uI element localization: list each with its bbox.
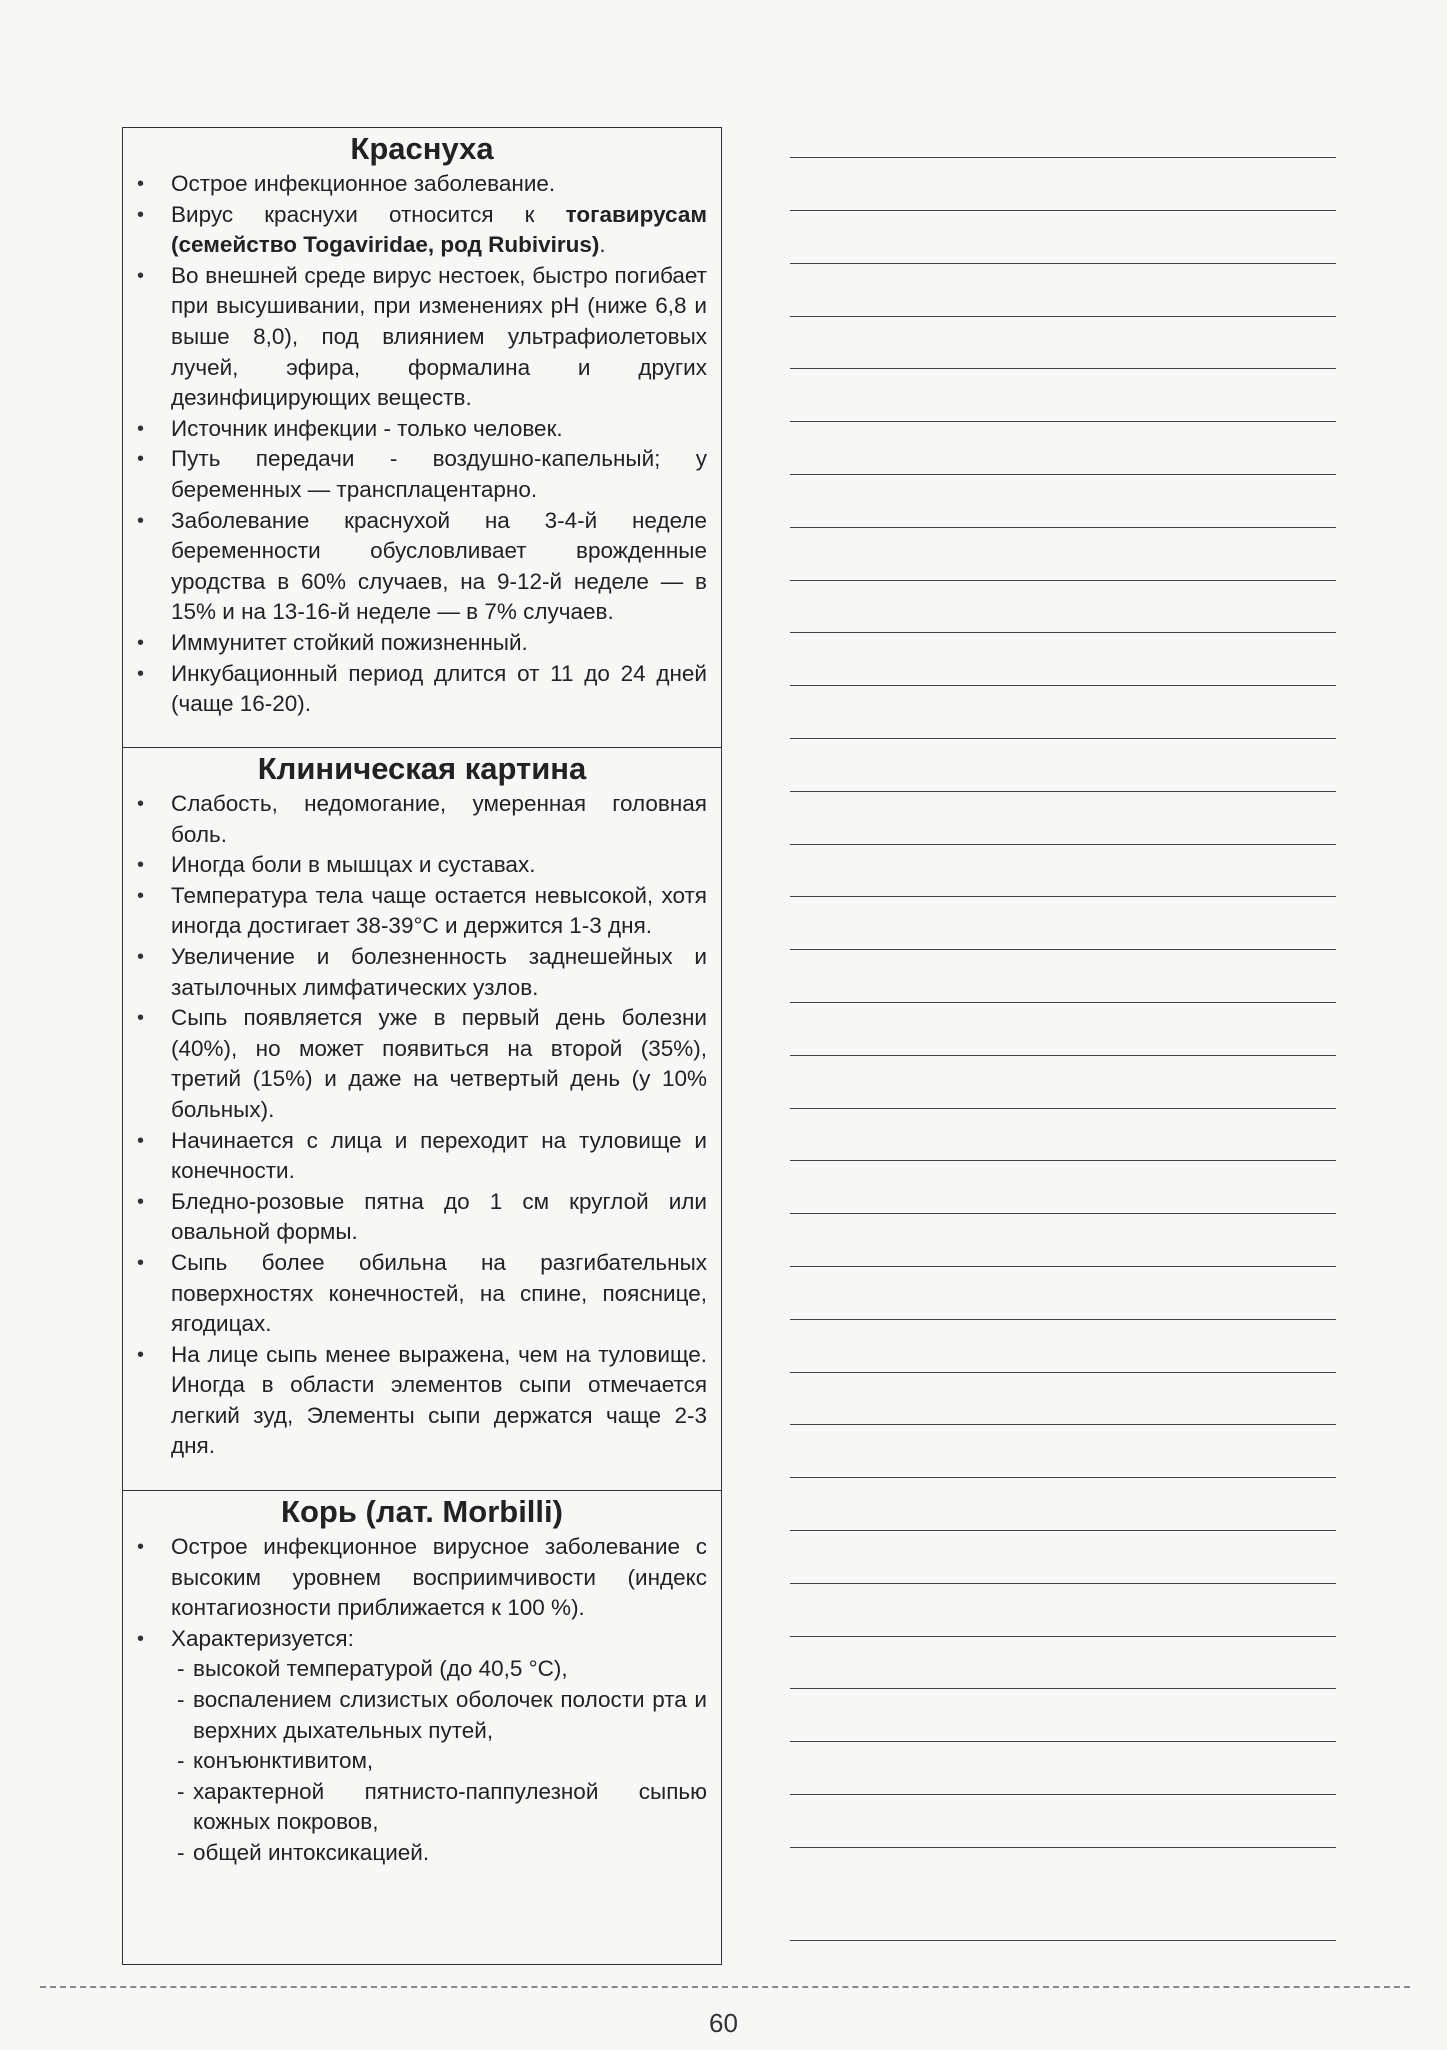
list-item: • На лице сыпь менее выражена, чем на туловище. Иногда в области элементов сыпи отмечается легкий зуд, Элементы сыпи держатся чаще 2-3 дня. [137, 1340, 707, 1462]
sub-item: - общей интоксикацией. [171, 1838, 707, 1869]
writing-line [790, 1688, 1336, 1689]
list-item: • Во внешней среде вирус нестоек, быстро погибает при высушивании, при изменениях рН (ниже 6,8 и выше 8,0), под влиянием ультрафиолетовых лучей, эфира, формалина и других дезинфицирующих веществ. [137, 261, 707, 414]
writing-line [790, 1530, 1336, 1531]
writing-line [790, 263, 1336, 264]
list-item: • Слабость, недомогание, умеренная головная боль. [137, 789, 707, 850]
writing-line [790, 1319, 1336, 1320]
sub-item: - характерной пятнисто-паппулезной сыпью кожных покровов, [171, 1777, 707, 1838]
writing-line [790, 368, 1336, 369]
writing-line [790, 949, 1336, 950]
sub-item: - высокой температурой (до 40,5 °С), [171, 1654, 707, 1685]
writing-line [790, 474, 1336, 475]
list-item: • Путь передачи - воздушно-капельный; у беременных — трансплацентарно. [137, 444, 707, 505]
writing-line [790, 896, 1336, 897]
list-item: • Начинается с лица и переходит на туловище и конечности. [137, 1126, 707, 1187]
list-item: • Бледно-розовые пятна до 1 см круглой или овальной формы. [137, 1187, 707, 1248]
list-item: • Острое инфекционное заболевание. [137, 169, 707, 200]
list-item [137, 200, 707, 261]
writing-line [790, 1583, 1336, 1584]
list-item [137, 1624, 707, 1869]
item-text: . [599, 232, 606, 258]
notes-panel [122, 127, 722, 1965]
list-item: • Сыпь появляется уже в первый день болезни (40%), но может появиться на второй (35%), третий (15%) и даже на четвертый день (у 10% больных). [137, 1003, 707, 1125]
list-item: • Температура тела чаще остается невысокой, хотя иногда достигает 38-39°С и держится 1-3 дня. [137, 881, 707, 942]
list-item: • Иногда боли в мышцах и суставах. [137, 850, 707, 881]
section-measles [123, 1490, 721, 1966]
writing-line [790, 1741, 1336, 1742]
writing-line [790, 1055, 1336, 1056]
writing-line [790, 1160, 1336, 1161]
writing-line [790, 1002, 1336, 1003]
writing-line [790, 316, 1336, 317]
writing-line [790, 421, 1336, 422]
section-rubella [123, 128, 721, 747]
writing-line [790, 1372, 1336, 1373]
writing-line [790, 1477, 1336, 1478]
writing-line [790, 1266, 1336, 1267]
sub-item: - воспалением слизистых оболочек полости рта и верхних дыхательных путей, [171, 1685, 707, 1746]
writing-line [790, 738, 1336, 739]
list-item: • Заболевание краснухой на 3-4-й неделе беременности обусловливает врожденные уродства в 60% случаев, на 9-12-й неделе — в 15% и на 13-16-й неделе — в 7% случаев. [137, 506, 707, 628]
item-text: Вирус краснухи относится к [171, 201, 566, 227]
writing-line [790, 632, 1336, 633]
item-bold-text: тогавирусам (семейство Togaviridae, род Rubivirus) [171, 201, 707, 258]
writing-line [790, 685, 1336, 686]
writing-line [790, 1424, 1336, 1425]
writing-line [790, 1636, 1336, 1637]
bullet-list [123, 169, 721, 720]
list-item: • Источник инфекции - только человек. [137, 414, 707, 445]
writing-line [790, 1108, 1336, 1109]
bullet-list [123, 789, 721, 1462]
section-title: Клиническая картина [257, 751, 587, 786]
sub-item: - конъюнктивитом, [171, 1746, 707, 1777]
writing-line [790, 1794, 1336, 1795]
list-item: • Острое инфекционное вирусное заболевание с высоким уровнем восприимчивости (индекс контагиозности приближается к 100 %). [137, 1532, 707, 1624]
footer-divider [40, 1986, 1410, 1988]
writing-line [790, 791, 1336, 792]
section-title: Краснуха [350, 131, 494, 166]
list-item: • Сыпь более обильна на разгибательных поверхностях конечностей, на спине, пояснице, ягодицах. [137, 1248, 707, 1340]
writing-line [790, 580, 1336, 581]
writing-line [790, 157, 1336, 158]
writing-line [790, 527, 1336, 528]
writing-line [790, 1213, 1336, 1214]
writing-line [790, 1847, 1336, 1848]
writing-line [790, 210, 1336, 211]
item-text: • Характеризуется: [171, 1625, 354, 1651]
writing-line [790, 1940, 1336, 1941]
list-item: • Увеличение и болезненность заднешейных и затылочных лимфатических узлов. [137, 942, 707, 1003]
writing-line [790, 844, 1336, 845]
bullet-list [123, 1532, 721, 1869]
list-item: • Иммунитет стойкий пожизненный. [137, 628, 707, 659]
list-item: • Инкубационный период длится от 11 до 24 дней (чаще 16-20). [137, 659, 707, 720]
section-clinical-picture [123, 747, 721, 1490]
section-title: Корь (лат. Morbilli) [281, 1494, 563, 1529]
page-number: 60 [709, 2008, 738, 2038]
